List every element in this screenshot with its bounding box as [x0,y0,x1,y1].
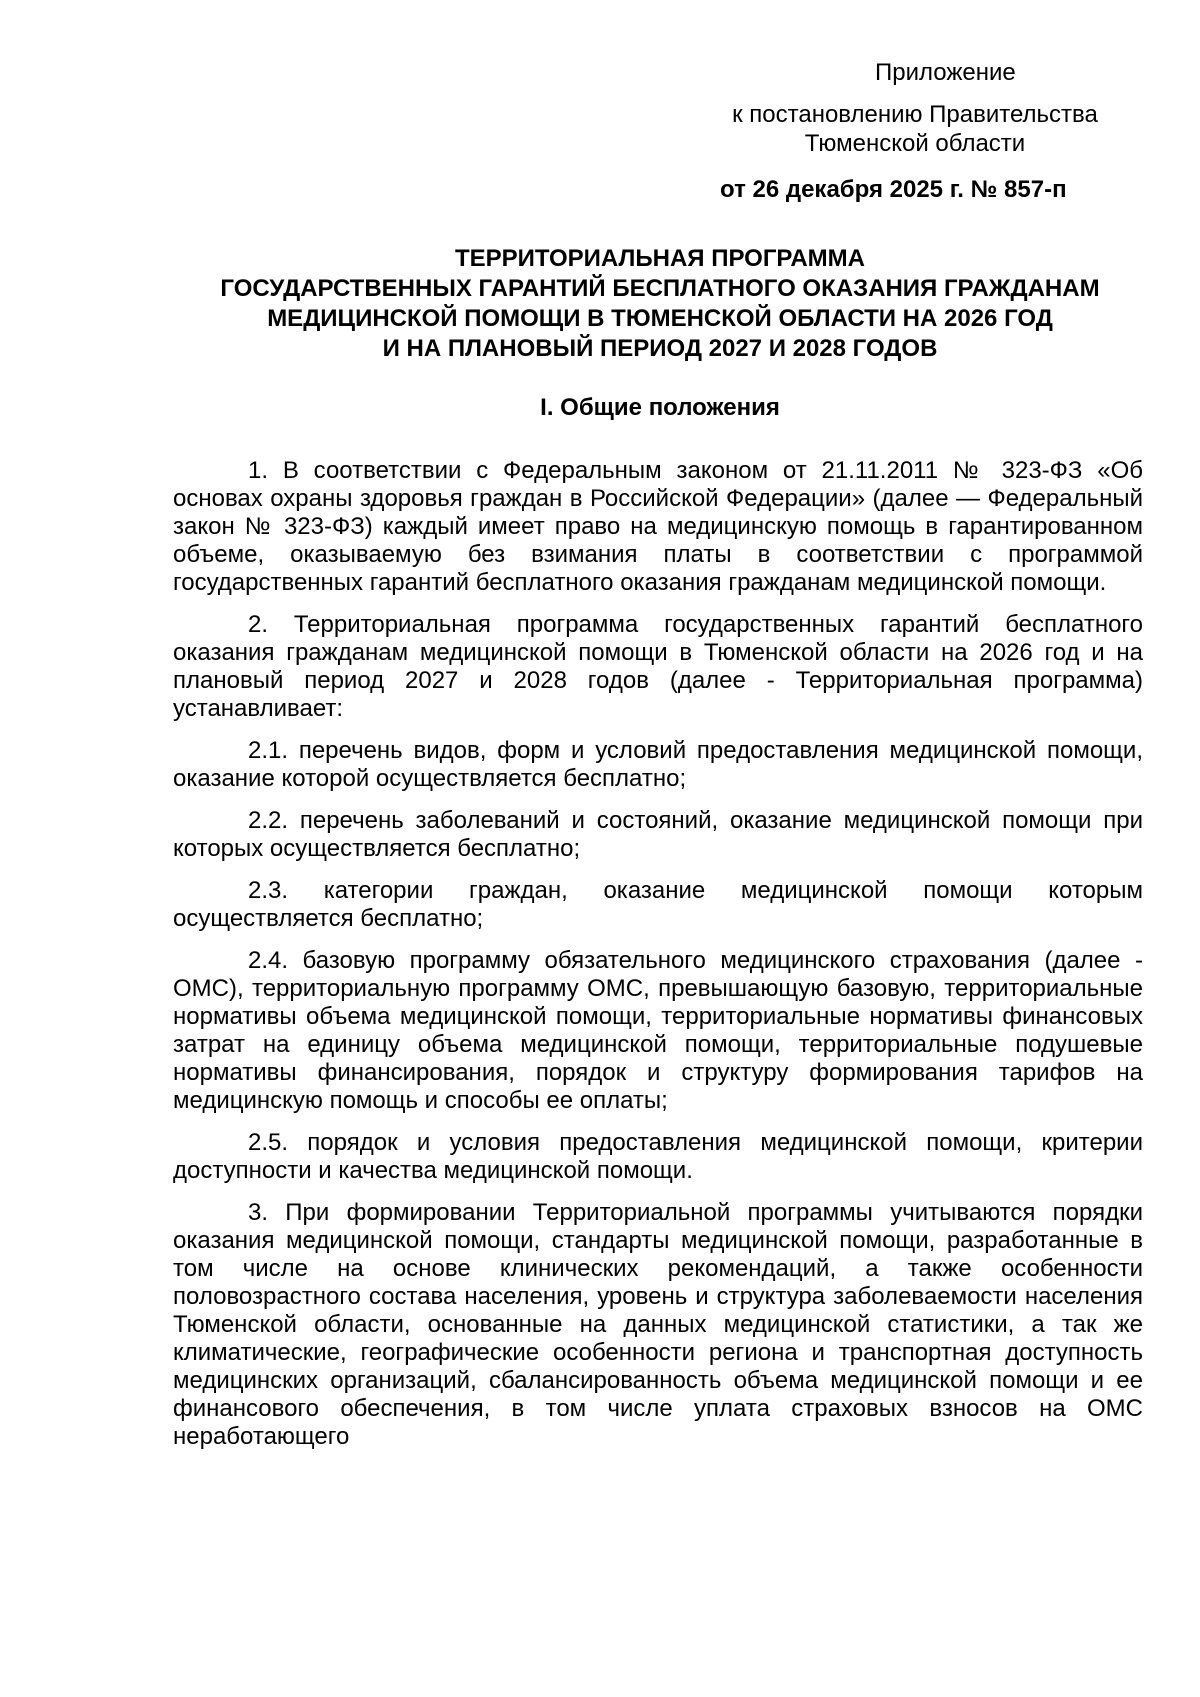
document-title-line: ТЕРРИТОРИАЛЬНАЯ ПРОГРАММА [455,245,865,272]
appendix-date: от 26 декабря 2025 г. № 857-п [720,176,1067,203]
document-title-line: ГОСУДАРСТВЕННЫХ ГАРАНТИЙ БЕСПЛАТНОГО ОКАЗАНИЯ ГРАЖДАНАМ [220,275,1100,302]
document-title-line: И НА ПЛАНОВЫЙ ПЕРИОД 2027 И 2028 ГОДОВ [382,335,938,362]
section-heading: I. Общие положения [540,394,780,421]
paragraph-2-1: 2.1. перечень видов, форм и условий предоставления медицинской помощи, оказание которой осуществляется бесплатно; [173,737,1143,792]
paragraph-2-5: 2.5. порядок и условия предоставления медицинской помощи, критерии доступности и качества медицинской помощи. [173,1129,1143,1184]
document-body [173,457,1143,1465]
paragraph-1: 1. В соответствии с Федеральным законом от 21.11.2011 № 323-ФЗ «Об основах охраны здоровья граждан в Российской Федерации» (далее — Федеральный закон № 323-ФЗ) каждый имеет право на медицинскую помощь в гарантированном объеме, оказываемую без взимания платы в соответствии с программой государственных гарантий бесплатного оказания гражданам медицинской помощи. [173,457,1143,596]
appendix-reference: к постановлению Правительства Тюменской области [732,101,1098,157]
paragraph-2-4: 2.4. базовую программу обязательного медицинского страхования (далее - ОМС), территориальную программу ОМС, превышающую базовую, территориальные нормативы объема медицинской помощи, территориальные нормативы финансовых затрат на единицу объема медицинской помощи, территориальные подушевые нормативы финансирования, порядок и структуру формирования тарифов на медицинскую помощь и способы ее оплаты; [173,947,1143,1114]
appendix-title: Приложение [875,59,1016,86]
paragraph-2: 2. Территориальная программа государственных гарантий бесплатного оказания гражданам медицинской помощи в Тюменской области на 2026 год и на плановый период 2027 и 2028 годов (далее - Территориальная программа) устанавливает: [173,611,1143,722]
paragraph-2-2: 2.2. перечень заболеваний и состояний, оказание медицинской помощи при которых осуществляется бесплатно; [173,807,1143,862]
document-title-line: МЕДИЦИНСКОЙ ПОМОЩИ В ТЮМЕНСКОЙ ОБЛАСТИ НА 2026 ГОД [267,305,1053,332]
paragraph-3: 3. При формировании Территориальной программы учитываются порядки оказания медицинской помощи, стандарты медицинской помощи, разработанные в том числе на основе клинических рекомендаций, а также особенности половозрастного состава населения, уровень и структура заболеваемости населения Тюменской области, основанные на данных медицинской статистики, а так же климатические, географические особенности региона и транспортная доступность медицинских организаций, сбалансированность объема медицинской помощи и ее финансового обеспечения, в том числе уплата страховых взносов на ОМС неработающего [173,1199,1143,1450]
paragraph-2-3: 2.3. категории граждан, оказание медицинской помощи которым осуществляется бесплатно; [173,877,1143,932]
document-title [160,244,1160,364]
